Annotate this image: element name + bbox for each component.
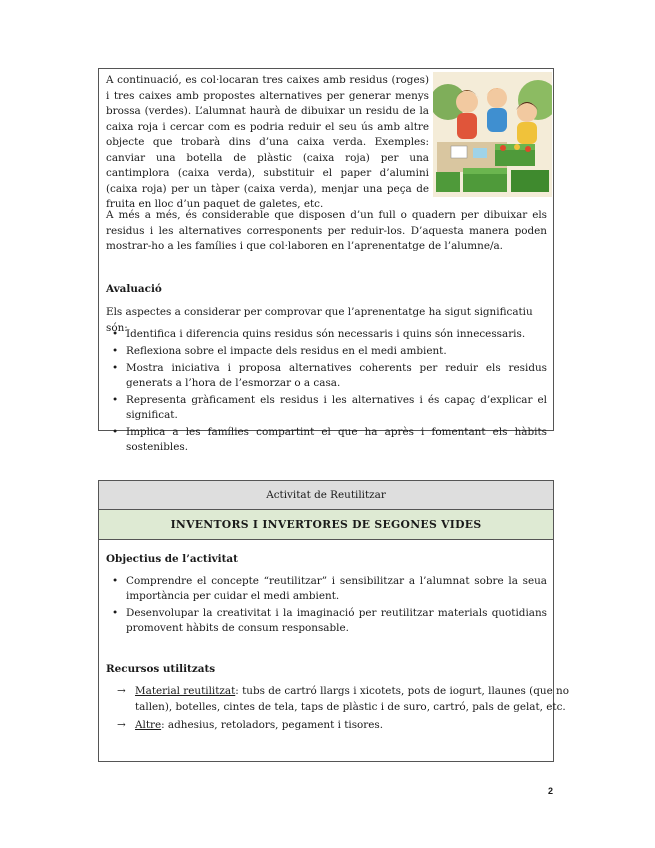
list-item: • Mostra iniciativa i proposa alternatives coherents per reduir els residus generats a l’hora de l’esmorzar o a casa. bbox=[107, 361, 547, 391]
resource-label: Altre bbox=[135, 719, 162, 731]
list-item: • Identifica i diferencia quins residus són necessaris i quins són innecessaris. bbox=[107, 327, 547, 342]
activity-description-box bbox=[98, 68, 554, 453]
activity-type-header: Activitat de Reutilitzar bbox=[99, 481, 553, 510]
resource-item bbox=[115, 718, 569, 734]
arrow-icon: → bbox=[117, 685, 126, 697]
list-item: • Implica a les famílies compartint el que ha après i fomentant els hàbits sostenibles. bbox=[107, 425, 547, 455]
intro-paragraph: A continuació, es col·locaran tres caixes amb residus (roges) i tres caixes amb propostes alternatives per generar menys brossa (verdes). L’alumnat haurà de dibuixar un residu de la caixa roja i cercar com es podria reduir el seu ús amb altre objecte que trobarà dins d’una caixa verda. Exemples: canviar una botella de plàstic (caixa roja) per una cantimplora (caixa verda), substituir el paper d’alumini (caixa roja) per un tàper (caixa verda), menjar una peça de fruita en lloc d’un paquet de galetes, etc. bbox=[106, 74, 429, 210]
list-item: • Reflexiona sobre el impacte dels residus en el medi ambient. bbox=[107, 344, 547, 359]
resource-label: Material reutilitzat bbox=[135, 685, 236, 697]
list-item: • Representa gràficament els residus i les alternatives i és capaç d’explicar el significat. bbox=[107, 393, 547, 423]
objectives-list bbox=[107, 574, 547, 638]
resources-heading: Recursos utilitzats bbox=[106, 663, 216, 675]
evaluation-list bbox=[107, 327, 547, 457]
list-item: • Desenvolupar la creativitat i la imaginació per reutilitzar materials quotidians promovent hàbits de consum responsable. bbox=[107, 606, 547, 636]
objectives-heading: Objectius de l’activitat bbox=[106, 553, 238, 565]
activity-title: INVENTORS I INVERTORES DE SEGONES VIDES bbox=[99, 510, 553, 540]
evaluation-intro: Els aspectes a considerar per comprovar que l’aprenentatge ha sigut significatiu són: bbox=[106, 306, 533, 334]
children-sorting-waste-illustration bbox=[433, 72, 552, 197]
page-number: 2 bbox=[548, 786, 554, 796]
arrow-icon: → bbox=[117, 719, 126, 731]
resource-item bbox=[115, 684, 569, 715]
evaluation-heading: Avaluació bbox=[106, 283, 162, 295]
reuse-activity-box bbox=[98, 480, 569, 762]
families-paragraph: A més a més, és considerable que disposen d’un full o quadern per dibuixar els residus i les alternatives corresponents per reduir-los. D’aquesta manera poden mostrar-ho a les famílies i que col·laboren en l’aprenentatge de l’alumne/a. bbox=[106, 209, 547, 252]
list-item: • Comprendre el concepte “reutilitzar” i sensibilitzar a l’alumnat sobre la seua importància per cuidar el medi ambient. bbox=[107, 574, 547, 604]
resource-text: : adhesius, retoladors, pegament i tisores. bbox=[161, 719, 384, 731]
resource-text: : tubs de cartró llargs i xicotets, pots de iogurt, llaunes (que no tallen), botelles, cintes de tela, taps de plàstic i de suro, cartró, pals de gelat, etc. bbox=[135, 685, 569, 713]
